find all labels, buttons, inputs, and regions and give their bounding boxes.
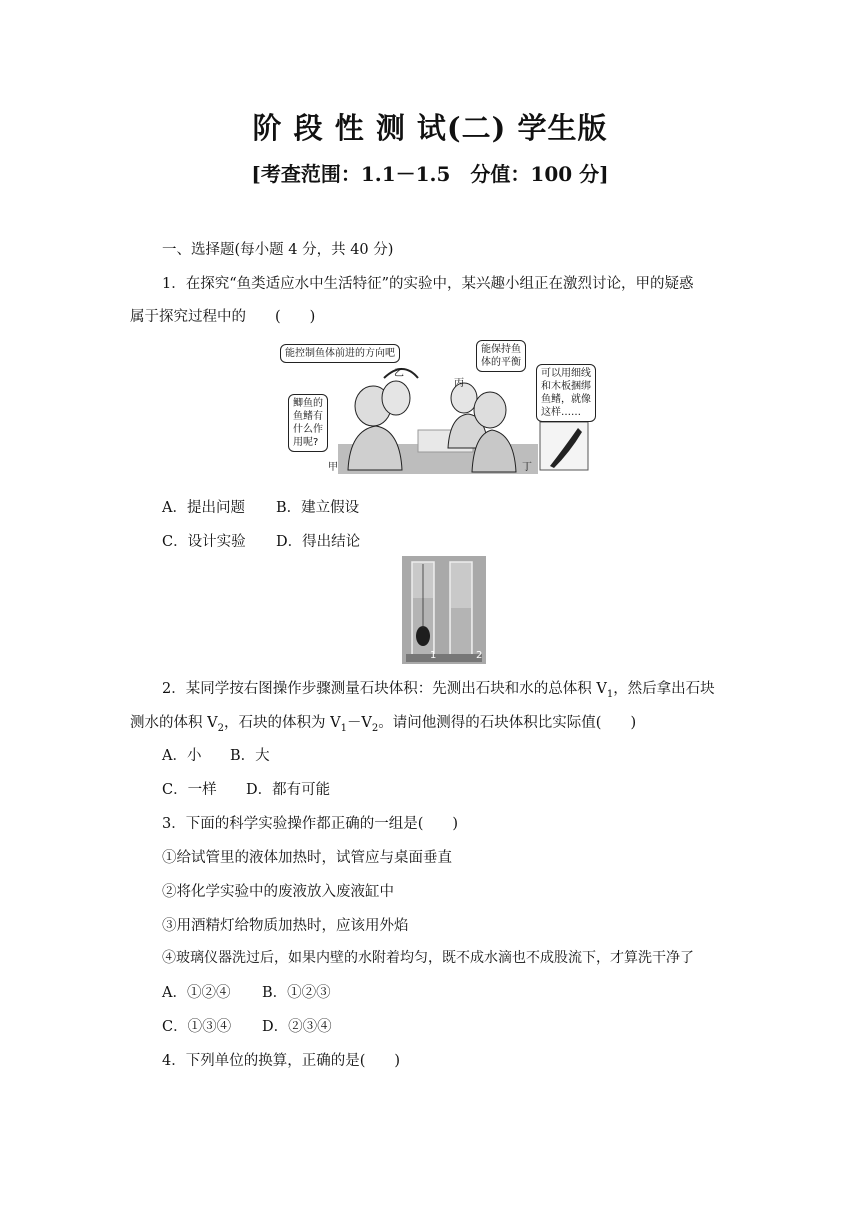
- label-ding: 丁: [522, 462, 532, 473]
- speech-bubble-bing: [476, 340, 526, 372]
- q3-option-d: D．②③④: [262, 1019, 332, 1035]
- student-jia-body: [348, 426, 402, 470]
- q2-line1-sub: 1: [606, 688, 614, 700]
- q3-stem: 3．下面的科学实验操作都正确的一组是( ): [162, 816, 459, 832]
- q2-option-b: B．大: [230, 748, 270, 764]
- q2-cylinder-photo: [402, 556, 486, 664]
- speech-bubble-ding: [536, 364, 596, 422]
- q2-line1-b: ，然后拿出石块: [613, 681, 715, 697]
- q2-line2-a: 测水的体积 V: [130, 715, 218, 731]
- q2-line2-sub2: 1: [340, 722, 347, 734]
- fish-photo-frame: [540, 422, 588, 470]
- q1-option-b: B．建立假设: [276, 500, 360, 516]
- q4-stem: 4．下列单位的换算，正确的是( ): [162, 1053, 401, 1069]
- q3-option-b: B．①②③: [262, 985, 331, 1001]
- q2-option-d: D．都有可能: [246, 782, 331, 798]
- label-bing: 丙: [454, 378, 464, 389]
- q1-option-c: C．设计实验: [162, 534, 246, 550]
- bubble-bing-line2: 体的平衡: [481, 357, 521, 368]
- bubble-bing-line1: 能保持鱼: [481, 344, 521, 355]
- q3-statement-2: ②将化学实验中的废液放入废液缸中: [162, 884, 394, 900]
- q2-line2-b: ，石块的体积为 V: [223, 715, 341, 731]
- q2-line2-sub3: 2: [371, 722, 379, 734]
- cylinder-base: [406, 654, 482, 662]
- section-heading: 一、选择题(每小题 4 分，共 40 分): [162, 242, 394, 258]
- bubble-jia-line2: 鱼鳍有: [293, 411, 323, 422]
- q1-cartoon-figure: [278, 338, 604, 480]
- q2-stem-line2: [130, 711, 636, 734]
- page-title: 阶 段 性 测 试(二) 学生版: [252, 111, 608, 145]
- q2-option-c: C．一样: [162, 782, 217, 798]
- bubble-jia-line4: 用呢?: [293, 437, 319, 448]
- q1-stem-line1: 1．在探究“鱼类适应水中生活特征”的实验中，某兴趣小组正在激烈讨论，甲的疑惑: [162, 276, 694, 292]
- cylinder-label-1: 1: [430, 650, 437, 661]
- measuring-cylinders-image: [402, 556, 486, 664]
- bubble-ding-line1: 可以用细线: [541, 368, 591, 379]
- q3-option-c: C．①③④: [162, 1019, 232, 1035]
- bubble-ding-line2: 和木板捆绑: [541, 381, 591, 392]
- q1-option-d: D．得出结论: [276, 534, 361, 550]
- stone-shape: [416, 626, 430, 646]
- q1-stem-line2: 属于探究过程中的 ( ): [130, 309, 316, 325]
- q1-option-a: A．提出问题: [162, 500, 245, 516]
- q2-line2-sub1: 2: [217, 722, 224, 734]
- speech-bubble-jia: [288, 394, 328, 452]
- q3-statement-3: ③用酒精灯给物质加热时，应该用外焰: [162, 918, 409, 934]
- bubble-ding-line3: 鱼鳍，就像: [541, 394, 591, 405]
- q3-statement-4: ④玻璃仪器洗过后，如果内壁的水附着均匀，既不成水滴也不成股流下，才算洗干净了: [162, 950, 694, 966]
- q2-stem-line1: [162, 677, 715, 700]
- q2-line1-a: 2．某同学按右图操作步骤测量石块体积：先测出石块和水的总体积 V: [162, 681, 607, 697]
- q2-option-a: A．小: [162, 748, 202, 764]
- cylinder-label-2: 2: [476, 650, 483, 661]
- student-ding-head: [474, 392, 506, 428]
- label-yi: 乙: [394, 368, 404, 379]
- bubble-ding-line4: 这样……: [541, 407, 581, 418]
- page-subtitle: [考查范围：1.1－1.5 分值：100 分]: [251, 162, 609, 186]
- speech-bubble-yi: 能控制鱼体前进的方向吧: [280, 344, 400, 363]
- q3-statement-1: ①给试管里的液体加热时，试管应与桌面垂直: [162, 850, 452, 866]
- q3-option-a: A．①②④: [162, 985, 231, 1001]
- cylinder-2-water: [451, 608, 471, 656]
- label-jia: 甲: [328, 462, 338, 473]
- bubble-jia-line3: 什么作: [293, 424, 323, 435]
- bubble-jia-line1: 鲫鱼的: [293, 398, 323, 409]
- q2-line2-c: －V: [346, 715, 372, 731]
- student-yi-head: [382, 381, 410, 415]
- q2-line2-d: 。请问他测得的石块体积比实际值( ): [378, 715, 637, 731]
